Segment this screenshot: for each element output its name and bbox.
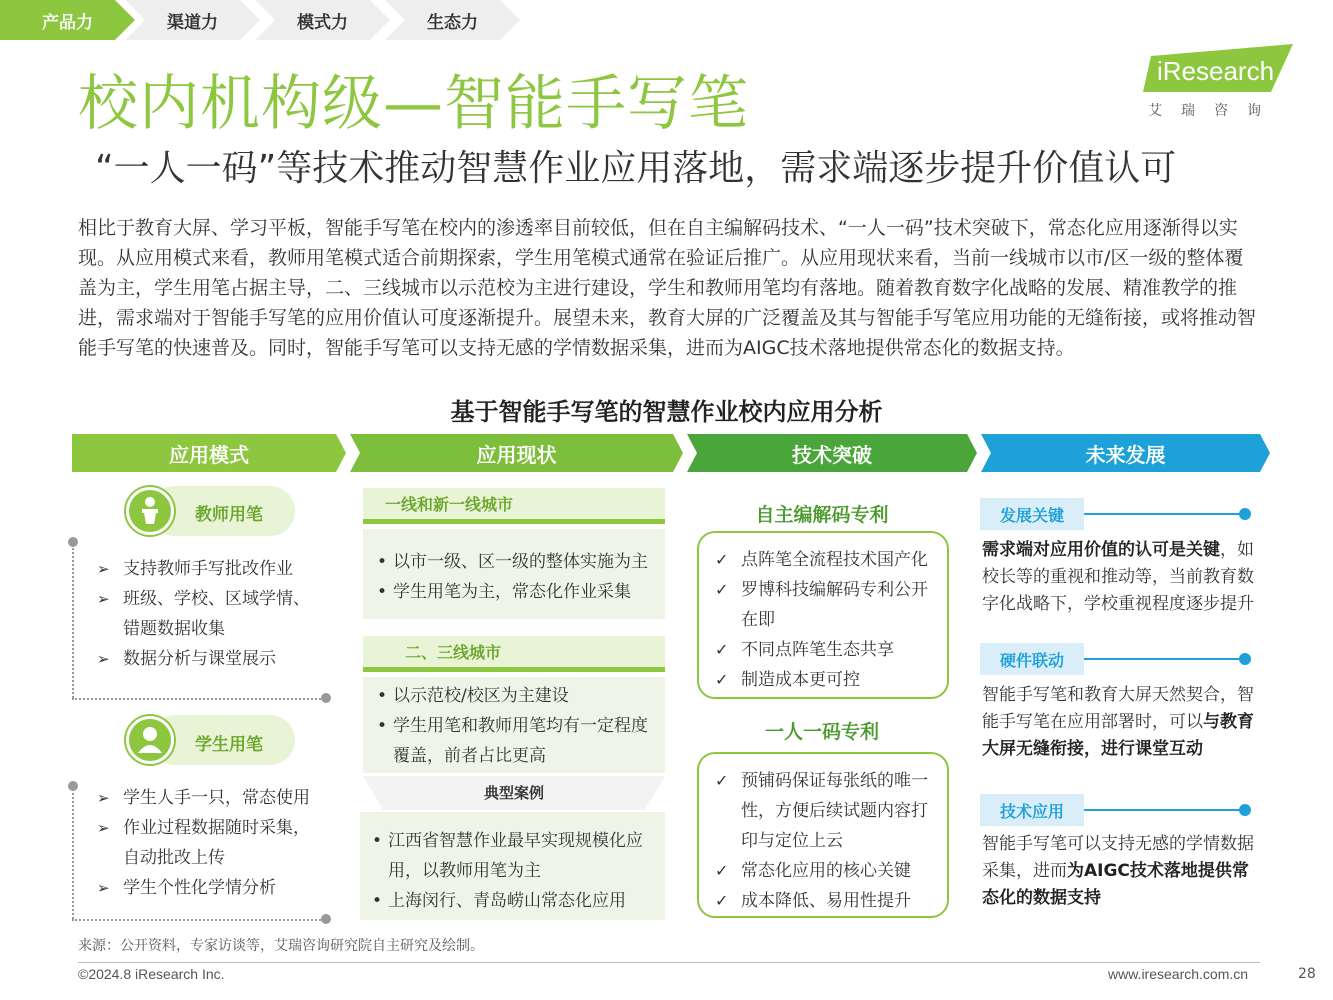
timeline-line bbox=[72, 545, 74, 698]
header-label: 应用现状 bbox=[476, 442, 557, 467]
codec-patent-title: 自主编解码专利 bbox=[755, 504, 889, 526]
timeline-line bbox=[72, 789, 74, 919]
emphasis: 需求端对应用价值的认可是关键 bbox=[982, 540, 1220, 560]
cases-list bbox=[370, 826, 660, 916]
tab-label: 生态力 bbox=[427, 12, 478, 33]
header-label: 应用模式 bbox=[169, 442, 249, 467]
timeline-line bbox=[72, 698, 324, 700]
key-dot bbox=[1239, 508, 1251, 520]
tier1-list bbox=[375, 547, 660, 607]
hardware-link-text bbox=[982, 682, 1262, 763]
body-text: ，如校长等的重视和推动等，当前教育数字化战略下，学校重视程度逐步提升 bbox=[982, 540, 1254, 614]
list-item: • 学生用笔和教师用笔均有一定程度覆盖，前者占比更高 bbox=[375, 711, 660, 771]
tech-application-label: 技术应用 bbox=[980, 794, 1084, 826]
logo-subtext: 艾瑞咨询 bbox=[1148, 103, 1280, 119]
list-item: ✓ 点阵笔全流程技术国产化 bbox=[715, 545, 935, 575]
list-item: ✓ 制造成本更可控 bbox=[715, 665, 935, 695]
student-icon bbox=[126, 716, 174, 764]
tab-label: 渠道力 bbox=[167, 12, 218, 33]
list-item: ✓ 不同点阵笔生态共享 bbox=[715, 635, 935, 665]
teacher-pen-list bbox=[97, 554, 322, 674]
timeline-dot bbox=[321, 693, 331, 703]
list-item: • 学生用笔为主，常态化作业采集 bbox=[375, 577, 660, 607]
iresearch-logo bbox=[1143, 44, 1293, 119]
key-development-text bbox=[982, 537, 1262, 618]
one-code-patent-title: 一人一码专利 bbox=[764, 721, 879, 743]
emphasis: 为AIGC技术落地提供常态化的数据支持 bbox=[982, 861, 1249, 908]
page-subtitle: “一人一码”等技术推动智慧作业应用落地，需求端逐步提升价值认可 bbox=[95, 148, 1177, 189]
key-development-label: 发展关键 bbox=[980, 498, 1084, 530]
list-item: ➢ 学生人手一只，常态使用 bbox=[97, 783, 322, 813]
tab-channel[interactable] bbox=[125, 0, 260, 40]
tab-ecosystem[interactable] bbox=[385, 0, 520, 40]
list-item: ✓ 罗博科技编解码专利公开在即 bbox=[715, 575, 935, 635]
list-item: ➢ 支持教师手写批改作业 bbox=[97, 554, 322, 584]
timeline-dot bbox=[321, 914, 331, 924]
logo-text: iResearch bbox=[1157, 56, 1275, 86]
list-item: ➢ 班级、学校、区域学情、错题数据收集 bbox=[97, 584, 322, 644]
key-line bbox=[1084, 513, 1244, 515]
body-text: 智能手写笔和教育大屏天然契合，智能手写笔在应用部署时，可以 bbox=[982, 685, 1254, 732]
section-title: 基于智能手写笔的智慧作业校内应用分析 bbox=[450, 398, 883, 426]
student-avatar-icon bbox=[129, 719, 171, 761]
website-link[interactable]: www.iresearch.com.cn bbox=[1108, 966, 1249, 982]
hardware-link-label: 硬件联动 bbox=[980, 643, 1084, 675]
codec-patent-list bbox=[715, 545, 935, 695]
tab-label: 模式力 bbox=[297, 12, 348, 33]
list-item: ✓ 预铺码保证每张纸的唯一性，方便后续试题内容打印与定位上云 bbox=[715, 766, 935, 856]
list-item: ➢ 数据分析与课堂展示 bbox=[97, 644, 322, 674]
key-dot bbox=[1239, 804, 1251, 816]
source-note: 来源：公开资料，专家访谈等，艾瑞咨询研究院自主研究及绘制。 bbox=[78, 938, 484, 954]
body-text: 智能手写笔可以支持无感的学情数据采集，进而 bbox=[982, 834, 1254, 881]
key-dot bbox=[1239, 653, 1251, 665]
list-item: • 江西省智慧作业最早实现规模化应用，以教师用笔为主 bbox=[370, 826, 660, 886]
tier2-header: 二、三线城市 bbox=[363, 636, 665, 672]
tab-label: 产品力 bbox=[42, 12, 93, 33]
timeline-line bbox=[72, 919, 324, 921]
list-item: • 以示范校/校区为主建设 bbox=[375, 681, 660, 711]
emphasis: 与教育大屏无缝衔接，进行课堂互动 bbox=[982, 712, 1254, 759]
student-pen-list bbox=[97, 783, 322, 903]
header-mode bbox=[72, 434, 346, 472]
list-item: ➢ 作业过程数据随时采集，自动批改上传 bbox=[97, 813, 322, 873]
teacher-pen-label: 教师用笔 bbox=[195, 505, 263, 525]
intro-paragraph: 相比于教育大屏、学习平板，智能手写笔在校内的渗透率目前较低，但在自主编解码技术、“一人一码”技术突破下，常态化应用逐渐得以实现。从应用模式来看，教师用笔模式适合前期探索，学生用笔模式通常在验证后推广。从应用现状来看，当前一线城市以市/区一级的整体覆盖为主，学生用笔占据主导，二、三线城市以示范校为主进行建设，学生和教师用笔均有落地。随着教育数字化战略的发展、精准教学的推进，需求端对于智能手写笔的应用价值认可度逐渐提升。展望未来，教育大屏的广泛覆盖及其与智能手写笔应用功能的无缝衔接，或将推动智能手写笔的快速普及。同时，智能手写笔可以支持无感的学情数据采集，进而为AIGC技术落地提供常态化的数据支持。 bbox=[78, 217, 1257, 359]
cases-label: 典型案例 bbox=[483, 784, 544, 802]
list-item: ➢ 学生个性化学情分析 bbox=[97, 873, 322, 903]
page-number: 28 bbox=[1298, 966, 1316, 982]
tab-model[interactable] bbox=[255, 0, 390, 40]
header-future bbox=[981, 434, 1270, 472]
tier1-header: 一线和新一线城市 bbox=[363, 488, 665, 524]
list-item: ✓ 常态化应用的核心关键 bbox=[715, 856, 935, 886]
key-line bbox=[1084, 658, 1244, 660]
header-tech bbox=[687, 434, 977, 472]
tier2-list bbox=[375, 681, 660, 771]
footer-divider bbox=[78, 962, 1260, 963]
copyright: ©2024.8 iResearch Inc. bbox=[78, 966, 225, 982]
tech-application-text bbox=[982, 831, 1262, 912]
list-item: • 以市一级、区一级的整体实施为主 bbox=[375, 547, 660, 577]
tab-product[interactable] bbox=[0, 0, 135, 40]
student-pen-label: 学生用笔 bbox=[195, 735, 263, 755]
list-item: ✓ 成本降低、易用性提升 bbox=[715, 886, 935, 916]
one-code-patent-list bbox=[715, 766, 935, 916]
key-line bbox=[1084, 809, 1244, 811]
page-title: 校内机构级—智能手写笔 bbox=[78, 69, 749, 139]
teacher-icon bbox=[126, 487, 174, 535]
list-item: • 上海闵行、青岛崂山常态化应用 bbox=[370, 886, 660, 916]
header-label: 未来发展 bbox=[1085, 442, 1166, 467]
header-label: 技术突破 bbox=[792, 442, 872, 467]
header-status bbox=[350, 434, 683, 472]
podium-icon bbox=[129, 490, 171, 532]
